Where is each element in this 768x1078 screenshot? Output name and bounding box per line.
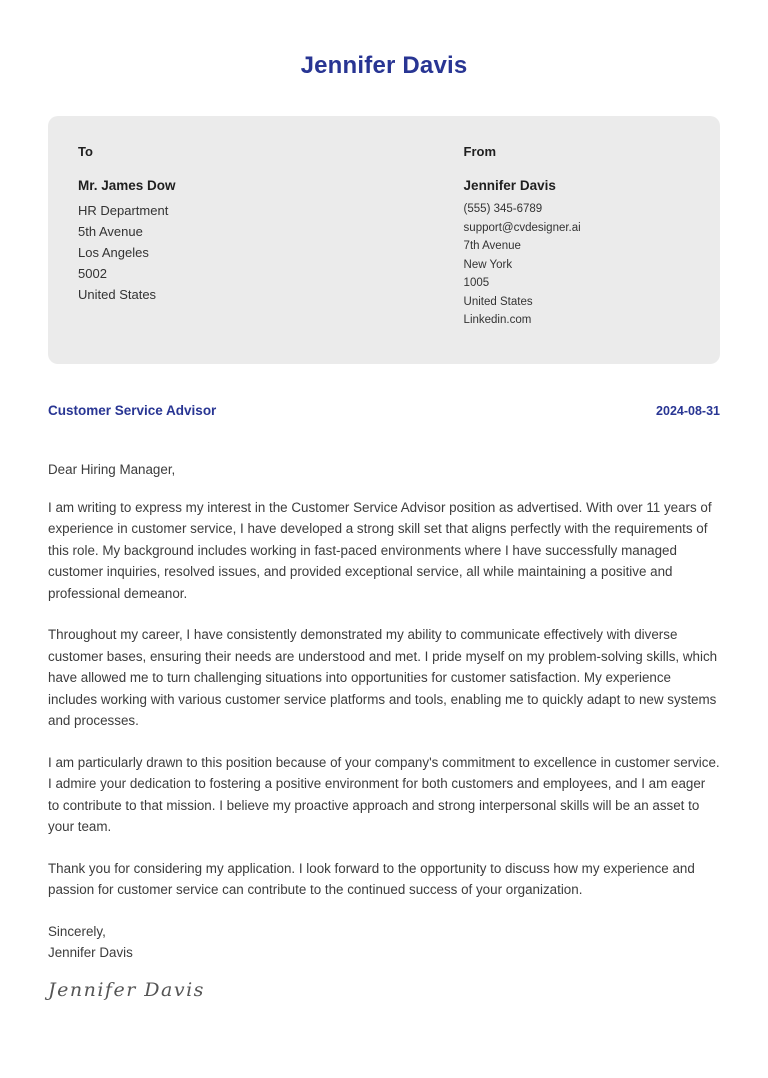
body-paragraph: I am writing to express my interest in the Customer Service Advisor position as advertised. With over 11 years of experience in customer service, I have developed a strong skill set that aligns perfectly with the requirements of this role. My background includes working in fast-paced environments where I have successfully managed customer inquiries, resolved issues, and provided exceptional service, all while maintaining a positive and professional demeanor. [48, 499, 712, 601]
recipient-heading: To [78, 144, 93, 159]
letter-body [48, 462, 720, 1001]
body-paragraph: Throughout my career, I have consistently demonstrated my ability to communicate effectively with diverse customer bases, ensuring their needs are understood and met. I pride myself on my problem-solving skills, which have allowed me to turn challenging situations into opportunities for customer satisfaction. My experience includes working with various customer service platforms and tools, enabling me to quickly adapt to new systems and processes. [48, 627, 718, 728]
closing: Sincerely, [48, 923, 106, 939]
page-title: Jennifer Davis [300, 52, 468, 79]
sender-line: United States [463, 295, 533, 308]
handwritten-signature: Jennifer Davis [48, 978, 205, 1001]
recipient-line: Los Angeles [78, 245, 149, 260]
salutation: Dear Hiring Manager, [48, 461, 176, 477]
sender-email: support@cvdesigner.ai [463, 221, 581, 234]
sender-line: 7th Avenue [463, 240, 521, 252]
sender-phone: (555) 345-6789 [463, 203, 543, 215]
recipient-line: 5th Avenue [78, 224, 143, 239]
job-title-subject: Customer Service Advisor [48, 402, 217, 418]
address-card [48, 116, 720, 364]
sender-linkedin: Linkedin.com [463, 314, 532, 326]
sender-line: 1005 [463, 277, 490, 289]
sender-line: New York [463, 258, 513, 271]
recipient-line: 5002 [78, 266, 107, 281]
sender-block [464, 144, 690, 330]
sender-heading: From [463, 144, 497, 159]
body-paragraph: Thank you for considering my application. I look forward to the opportunity to discuss how my experience and passion for customer service can contribute to the continued success of your organization. [48, 860, 695, 897]
subject-row [48, 403, 720, 418]
recipient-block [78, 144, 464, 330]
recipient-line: HR Department [78, 203, 169, 218]
signed-name: Jennifer Davis [48, 945, 133, 960]
recipient-line: United States [78, 287, 157, 302]
recipient-name: Mr. James Dow [78, 178, 176, 193]
body-paragraph: I am particularly drawn to this position because of your company's commitment to excellence in customer service. I admire your dedication to fostering a positive environment for both customers and employees, and I am eager to contribute to that mission. I believe my proactive approach and strong interpersonal skills will be an asset to your team. [48, 754, 720, 834]
sender-name: Jennifer Davis [463, 178, 556, 193]
letter-date: 2024-08-31 [656, 403, 720, 418]
